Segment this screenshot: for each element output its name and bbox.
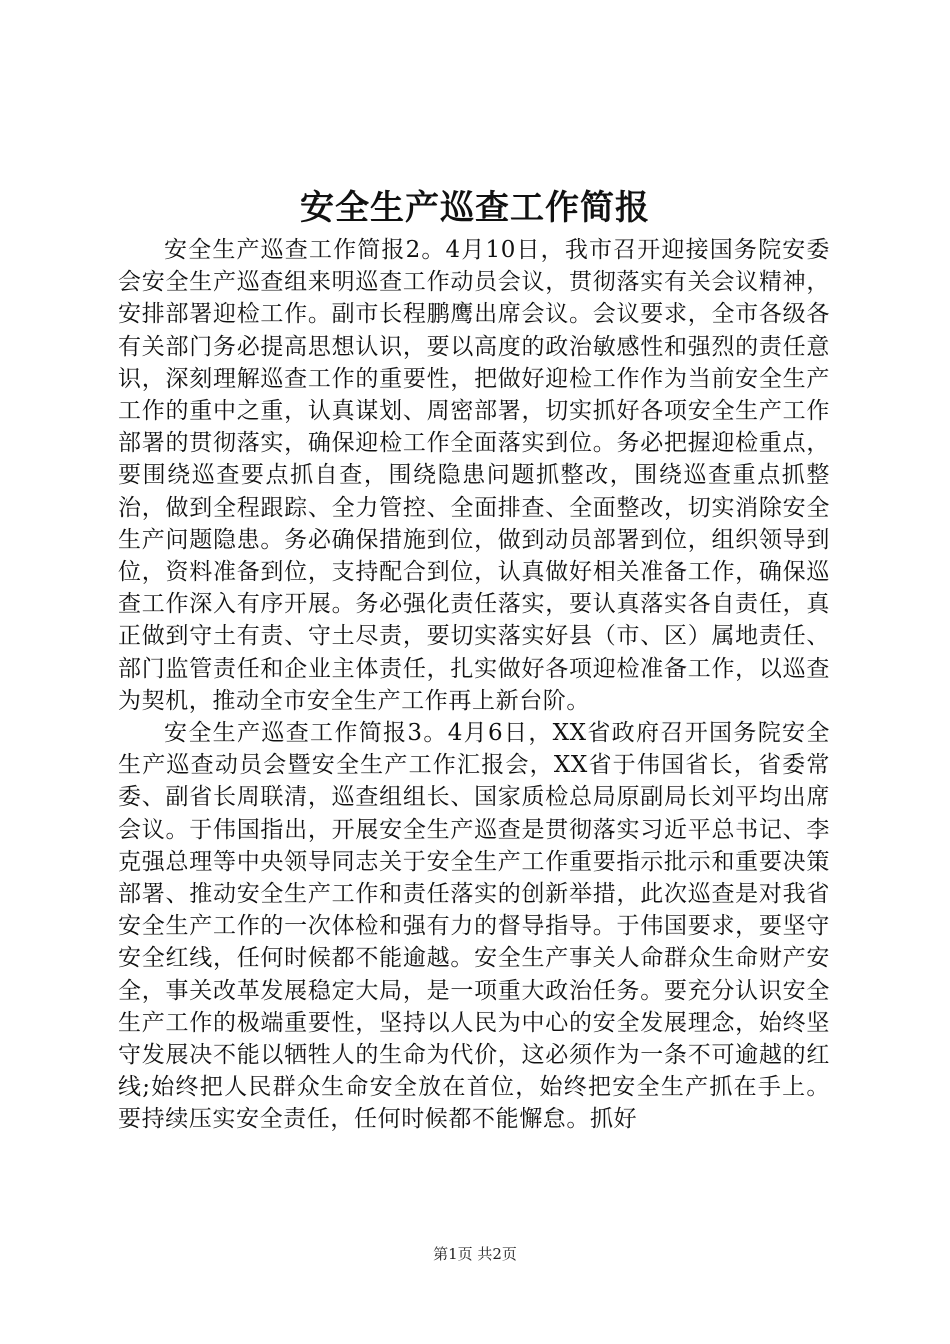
paragraph-2: 安全生产巡查工作简报3。4月6日，XX省政府召开国务院安全生产巡查动员会暨安全生产工作汇报会，XX省于伟国省长，省委常委、副省长周联清，巡查组组长、国家质检总局原副局长刘平均出席会议。于伟国指出，开展安全生产巡查是贯彻落实习近平总书记、李克强总理等中央领导同志关于安全生产工作重要指示批示和重要决策部署、推动安全生产工作和责任落实的创新举措，此次巡查是对我省安全生产工作的一次体检和强有力的督导指导。于伟国要求，要坚守安全红线，任何时候都不能逾越。安全生产事关人命群众生命财产安全，事关改革发展稳定大局，是一项重大政治任务。要充分认识安全生产工作的极端重要性，坚持以人民为中心的安全发展理念，始终坚守发展决不能以牺牲人的生命为代价，这必须作为一条不可逾越的红线;始终把人民群众生命安全放在首位，始终把安全生产抓在手上。要持续压实安全责任，任何时候都不能懈怠。抓好 (118, 720, 830, 1133)
paragraph-1: 安全生产巡查工作简报2。4月10日，我市召开迎接国务院安委会安全生产巡查组来明巡查工作动员会议，贯彻落实有关会议精神，安排部署迎检工作。副市长程鹏鹰出席会议。会议要求，全市各级各有关部门务必提高思想认识，要以高度的政治敏感性和强烈的责任意识，深刻理解巡查工作的重要性，把做好迎检工作作为当前安全生产工作的重中之重，认真谋划、周密部署，切实抓好各项安全生产工作部署的贯彻落实，确保迎检工作全面落实到位。务必把握迎检重点，要围绕巡查要点抓自查，围绕隐患问题抓整改，围绕巡查重点抓整治，做到全程跟踪、全力管控、全面排查、全面整改，切实消除安全生产问题隐患。务必确保措施到位，做到动员部署到位，组织领导到位，资料准备到位，支持配合到位，认真做好相关准备工作，确保巡查工作深入有序开展。务必强化责任落实，要认真落实各自责任，真正做到守土有责、守土尽责，要切实落实好县（市、区）属地责任、部门监管责任和企业主体责任，扎实做好各项迎检准备工作，以巡查为契机，推动全市安全生产工作再上新台阶。 (118, 237, 830, 714)
page-title: 安全生产巡查工作简报 (300, 188, 650, 228)
document-body (118, 234, 830, 1136)
page-footer: 第1页 共2页 (433, 1245, 517, 1263)
